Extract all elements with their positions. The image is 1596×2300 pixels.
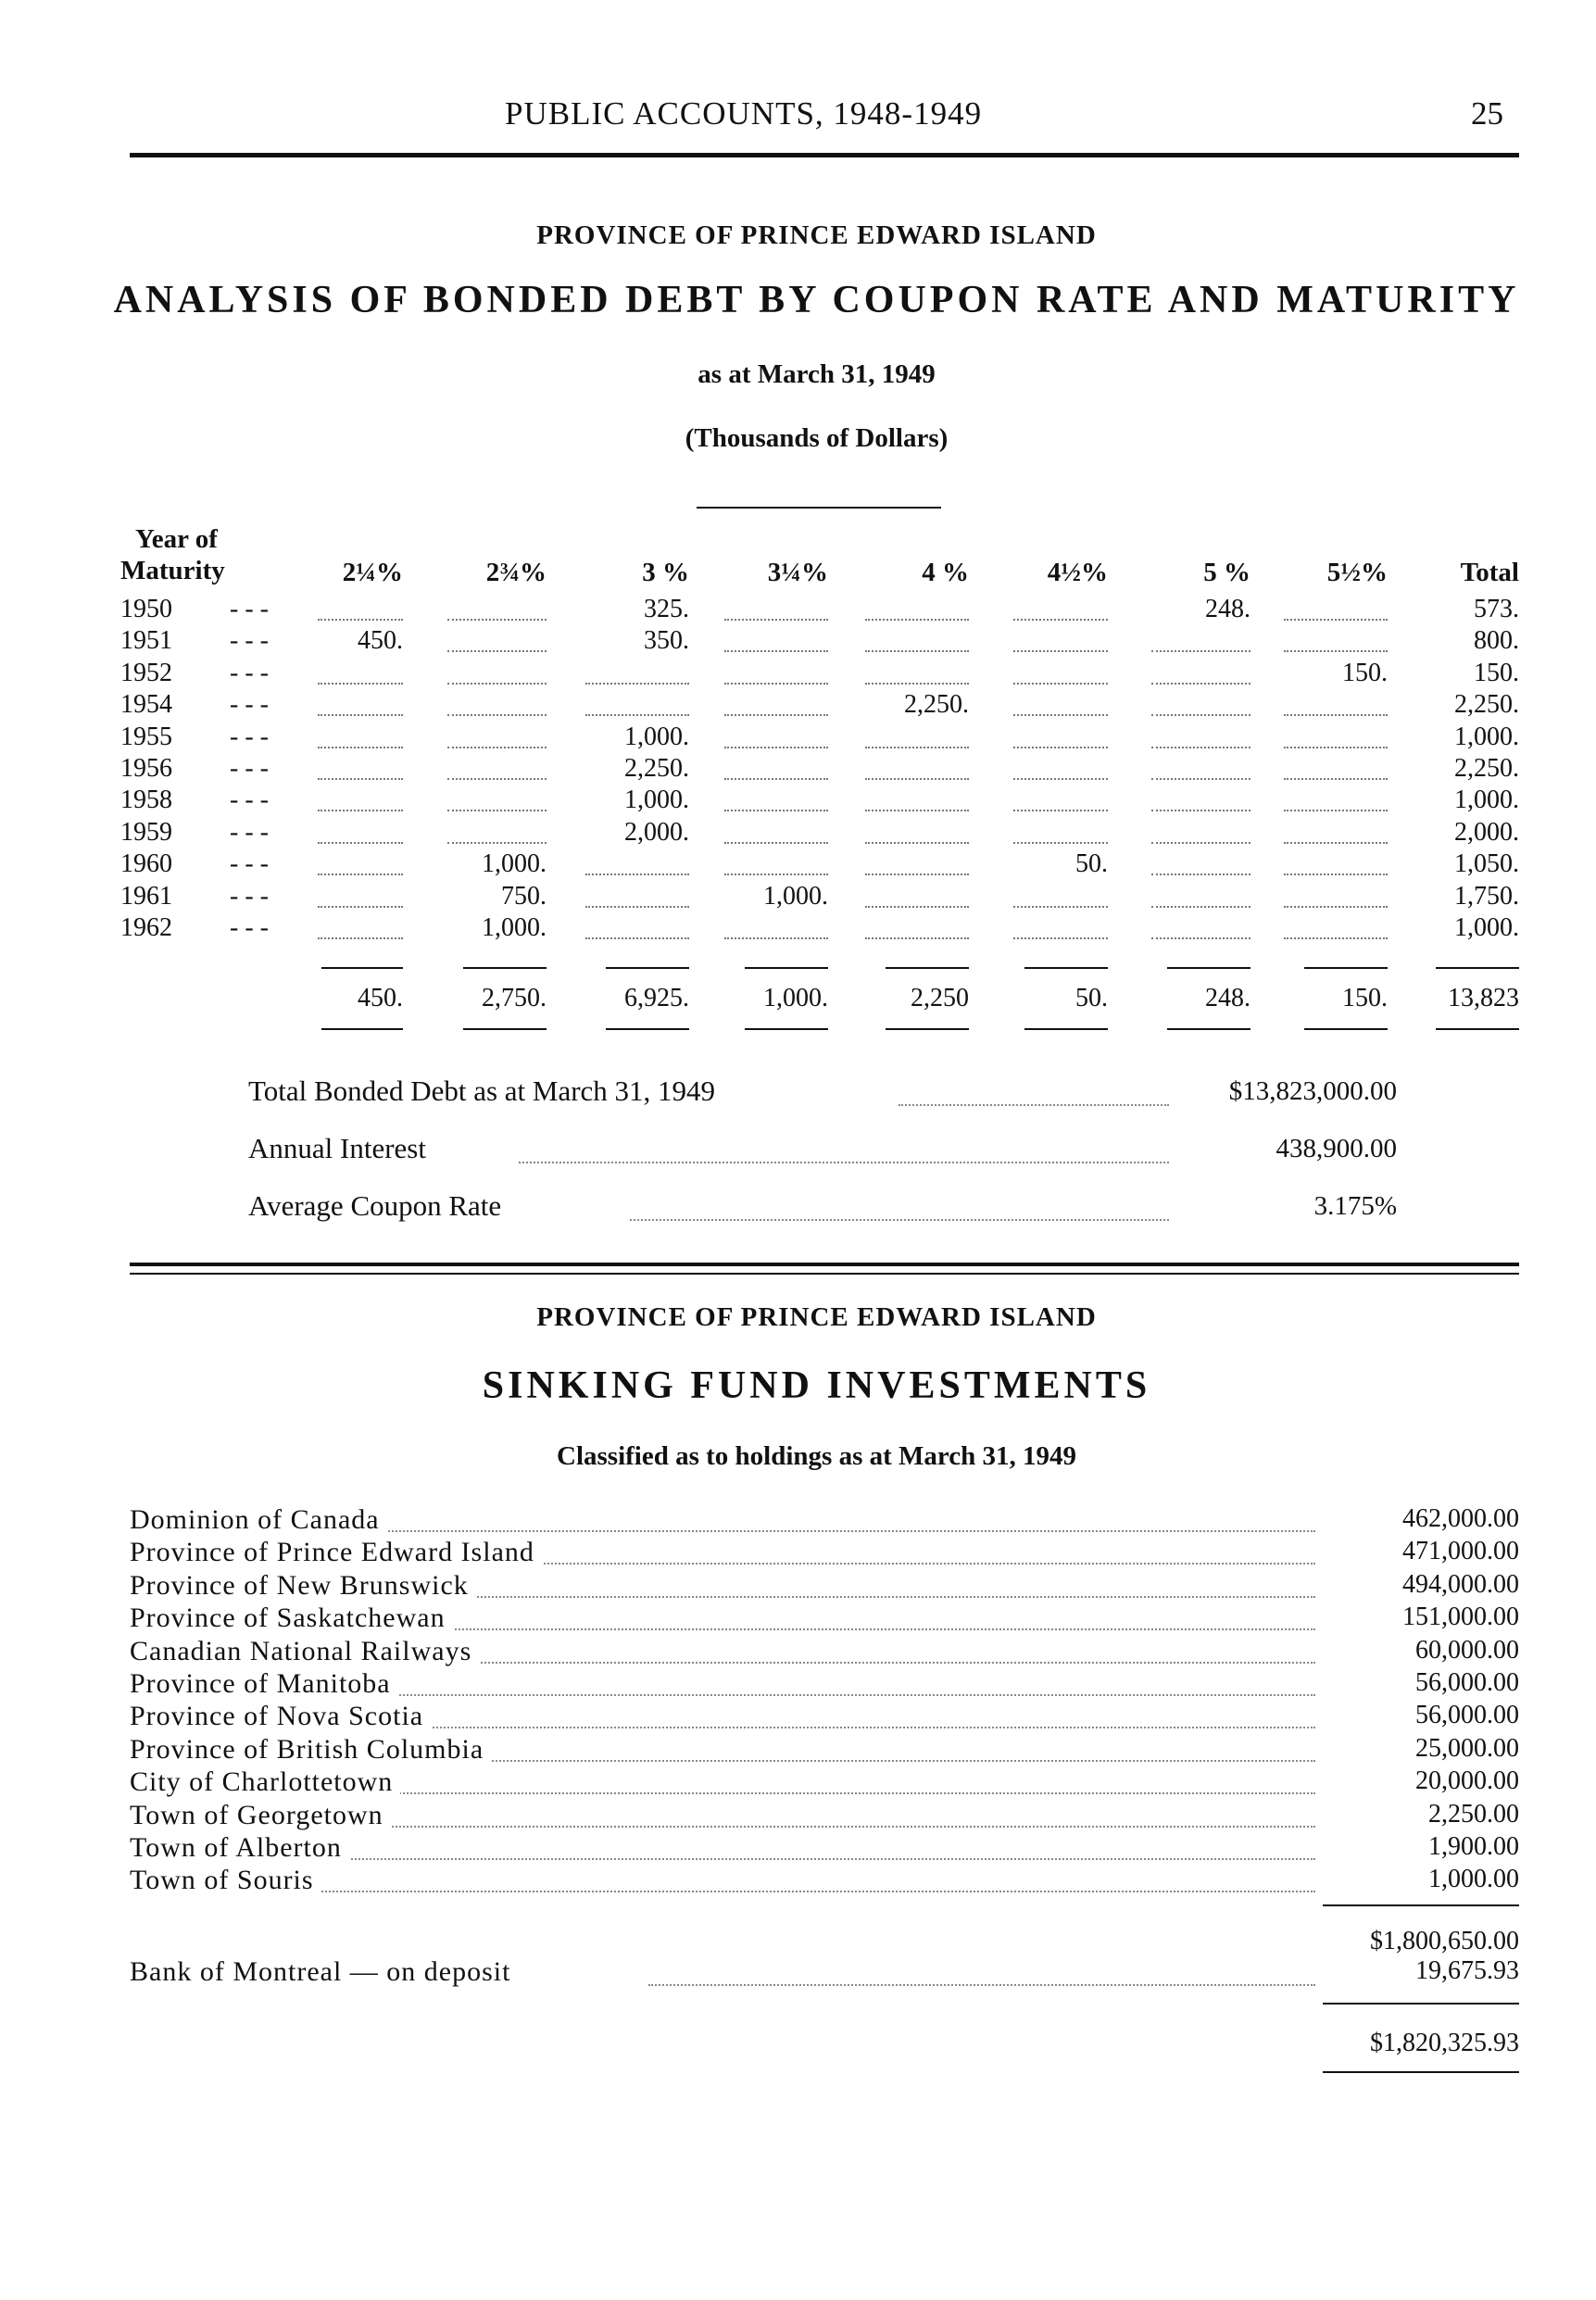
holding-value: 25,000.00 [1325,1734,1519,1764]
year-dashes: - - - [230,626,269,656]
column-total: 248. [1205,984,1250,1012]
holding-value: 471,000.00 [1325,1537,1519,1566]
table-cell: 2,000. [1454,817,1519,847]
leader-dots [724,745,828,748]
leader-dots [724,648,828,652]
sinking-fund-subtitle: Classified as to holdings as at March 31, 1949 [557,1441,1076,1471]
maturity-year: 1954 [120,690,172,720]
table-cell: 1,750. [1454,881,1519,911]
column-total: 50. [1075,984,1108,1012]
leader-dots [724,776,828,780]
column-rule [1436,967,1519,969]
leader-dots [447,617,547,621]
deposit-label: Bank of Montreal — on deposit [130,1956,518,1988]
leader-dots [447,712,547,716]
leader-dots [318,872,403,875]
leader-dots [1013,745,1108,748]
column-rule [321,1028,403,1030]
holding-label: Province of Nova Scotia [130,1701,431,1732]
column-rule [606,1028,689,1030]
leader-dots [585,904,689,908]
table-cell: 1,000. [1454,786,1519,815]
page-number: 25 [1471,95,1503,132]
column-rule [321,967,403,969]
leader-dots [318,681,403,685]
leader-dots [1151,745,1250,748]
table-cell: 1,000. [1454,913,1519,942]
bonded-debt-date: as at March 31, 1949 [697,359,936,389]
leader-dots [865,840,969,844]
holding-label: Dominion of Canada [130,1504,387,1536]
leader-dots [865,936,969,939]
leader-dots [585,936,689,939]
column-rule [1167,967,1250,969]
holding-value: 56,000.00 [1325,1701,1519,1730]
deposit-value: 19,675.93 [1325,1956,1519,1986]
leader-dots [447,648,547,652]
leader-dots [1284,904,1388,908]
leader-dots [865,648,969,652]
leader-dots [585,681,689,685]
summary-leader-dots [519,1160,1169,1163]
running-header-title: PUBLIC ACCOUNTS, 1948-1949 [505,95,983,132]
column-rule [1167,1028,1250,1030]
holding-label: Canadian National Railways [130,1636,479,1667]
leader-dots [1013,936,1108,939]
maturity-year: 1952 [120,658,172,687]
bonded-debt-title: ANALYSIS OF BONDED DEBT BY COUPON RATE AND MATURITY [113,279,1520,321]
rate-column-header: 3 % [642,558,689,587]
leader-dots [724,872,828,875]
maturity-year: 1962 [120,913,172,942]
table-cell: 800. [1474,626,1519,656]
total-rule [1323,2003,1519,2005]
maturity-year: 1958 [120,786,172,815]
table-cell: 2,250. [1454,690,1519,720]
sinking-fund-title: SINKING FUND INVESTMENTS [482,1364,1151,1407]
summary-value: $13,823,000.00 [1228,1076,1397,1106]
column-total: 6,925. [624,984,689,1012]
leader-dots [318,617,403,621]
leader-dots [865,617,969,621]
year-dashes: - - - [230,786,269,815]
column-rule [463,1028,547,1030]
year-dashes: - - - [230,658,269,687]
column-rule [606,967,689,969]
subtotal-rule [1323,1904,1519,1906]
leader-dots [585,712,689,716]
leader-dots [1013,712,1108,716]
leader-dots [447,840,547,844]
year-dashes: - - - [230,913,269,942]
leader-dots [1013,648,1108,652]
maturity-year: 1960 [120,849,172,879]
table-cell: 1,000. [763,881,828,911]
column-rule [1436,1028,1519,1030]
leader-dots [1151,904,1250,908]
leader-dots [1284,840,1388,844]
leader-dots [1284,745,1388,748]
column-rule [886,1028,969,1030]
rate-column-header: 3¼% [767,558,828,587]
bonded-debt-units: (Thousands of Dollars) [685,423,949,453]
leader-dots [1151,808,1250,811]
table-cell: 50. [1075,849,1108,879]
leader-dots [318,936,403,939]
leader-dots [724,617,828,621]
leader-dots [447,776,547,780]
table-cell: 1,000. [624,722,689,751]
column-rule [1024,967,1108,969]
column-rule [463,967,547,969]
leader-dots [1013,681,1108,685]
holding-value: 462,000.00 [1325,1504,1519,1534]
summary-label: Total Bonded Debt as at March 31, 1949 [248,1075,723,1108]
holding-value: 1,000.00 [1325,1865,1519,1894]
leader-dots [1284,776,1388,780]
leader-dots [865,872,969,875]
summary-value: 438,900.00 [1276,1134,1397,1163]
sinking-fund-province: PROVINCE OF PRINCE EDWARD ISLAND [536,1302,1097,1332]
table-cell: 450. [358,626,403,656]
table-cell: 325. [644,595,689,623]
leader-dots [1013,840,1108,844]
leader-dots [447,745,547,748]
leader-dots [447,681,547,685]
maturity-year: 1950 [120,595,172,623]
table-cell: 1,000. [624,786,689,815]
table-cell: 573. [1474,595,1519,623]
rate-column-header: 2¼% [342,558,403,587]
maturity-year: 1961 [120,881,172,911]
maturity-year: 1955 [120,722,172,751]
holding-label: City of Charlottetown [130,1766,400,1798]
column-rule [886,967,969,969]
holdings-subtotal: $1,800,650.00 [1325,1927,1519,1956]
holding-value: 56,000.00 [1325,1668,1519,1698]
summary-value: 3.175% [1313,1191,1397,1221]
leader-dots [318,745,403,748]
section-divider-top [130,1263,1519,1266]
table-cell: 1,000. [1454,722,1519,751]
column-rule [1304,1028,1388,1030]
leader-dots [318,808,403,811]
maturity-year: 1959 [120,817,172,847]
leader-dots [724,840,828,844]
leader-dots [318,840,403,844]
year-dashes: - - - [230,595,269,623]
leader-dots [1013,617,1108,621]
holding-label: Town of Georgetown [130,1800,391,1831]
leader-dots [1151,872,1250,875]
leader-dots [1013,808,1108,811]
total-underline [1323,2071,1519,2073]
year-header-line2: Maturity [120,556,225,585]
summary-label: Average Coupon Rate [248,1189,509,1223]
table-cell: 1,000. [482,849,547,879]
column-total: 13,823 [1448,984,1519,1012]
holding-label: Province of New Brunswick [130,1570,476,1602]
leader-dots [318,904,403,908]
table-cell: 2,000. [624,817,689,847]
holding-value: 60,000.00 [1325,1636,1519,1665]
leader-dots [1151,712,1250,716]
column-total: 2,250 [911,984,969,1012]
summary-leader-dots [899,1102,1169,1106]
year-dashes: - - - [230,754,269,783]
table-cell: 150. [1474,658,1519,687]
year-dashes: - - - [230,690,269,720]
year-dashes: - - - [230,881,269,911]
column-total: 2,750. [482,984,547,1012]
column-total: 150. [1342,984,1388,1012]
leader-dots [1151,776,1250,780]
leader-dots [1284,648,1388,652]
deposit-leader-dots [648,1982,1315,1986]
holding-value: 2,250.00 [1325,1800,1519,1829]
leader-dots [447,808,547,811]
table-cell: 750. [501,881,547,911]
maturity-year: 1951 [120,626,172,656]
year-header-line1: Year of [135,524,218,554]
table-cell: 248. [1205,595,1250,623]
leader-dots [1284,808,1388,811]
column-rule [1304,967,1388,969]
table-cell: 1,000. [482,913,547,942]
table-cell: 2,250. [1454,754,1519,783]
holding-value: 494,000.00 [1325,1570,1519,1600]
leader-dots [724,681,828,685]
holding-label: Town of Souris [130,1865,321,1896]
summary-leader-dots [630,1217,1169,1221]
sinking-fund-total: $1,820,325.93 [1325,2029,1519,2058]
bonded-debt-province: PROVINCE OF PRINCE EDWARD ISLAND [536,220,1097,250]
leader-dots [1284,872,1388,875]
leader-dots [865,904,969,908]
column-rule [745,1028,828,1030]
leader-dots [865,745,969,748]
leader-dots [1151,840,1250,844]
rate-column-header: 4 % [922,558,969,587]
table-cell: 2,250. [624,754,689,783]
leader-dots [1284,617,1388,621]
holding-label: Province of Saskatchewan [130,1602,453,1634]
column-rule [1024,1028,1108,1030]
leader-dots [865,776,969,780]
leader-dots [318,712,403,716]
year-dashes: - - - [230,817,269,847]
year-dashes: - - - [230,849,269,879]
leader-dots [1013,776,1108,780]
section-divider-bottom [130,1273,1519,1275]
column-total: 450. [358,984,403,1012]
leader-dots [724,936,828,939]
holding-value: 20,000.00 [1325,1766,1519,1796]
rate-column-header: Total [1460,558,1519,587]
leader-dots [1013,904,1108,908]
year-dashes: - - - [230,722,269,751]
holding-label: Town of Alberton [130,1832,349,1864]
leader-dots [585,872,689,875]
holding-value: 151,000.00 [1325,1602,1519,1632]
rate-column-header: 5 % [1203,558,1250,587]
holding-label: Province of Prince Edward Island [130,1537,542,1568]
column-rule [745,967,828,969]
holding-label: Province of Manitoba [130,1668,398,1700]
leader-dots [865,681,969,685]
leader-dots [1284,936,1388,939]
table-cell: 150. [1342,658,1388,687]
short-divider [697,507,941,509]
leader-dots [865,808,969,811]
holding-label: Province of British Columbia [130,1734,491,1766]
header-rule [130,153,1519,157]
leader-dots [318,776,403,780]
column-total: 1,000. [763,984,828,1012]
leader-dots [1151,648,1250,652]
table-cell: 2,250. [904,690,969,720]
holding-value: 1,900.00 [1325,1832,1519,1862]
leader-dots [1151,681,1250,685]
leader-dots [1284,712,1388,716]
rate-column-header: 5½% [1326,558,1388,587]
leader-dots [1151,936,1250,939]
leader-dots [724,808,828,811]
maturity-year: 1956 [120,754,172,783]
leader-dots [724,712,828,716]
table-cell: 1,050. [1454,849,1519,879]
rate-column-header: 4½% [1047,558,1108,587]
rate-column-header: 2¾% [485,558,547,587]
summary-label: Annual Interest [248,1132,434,1165]
table-cell: 350. [644,626,689,656]
